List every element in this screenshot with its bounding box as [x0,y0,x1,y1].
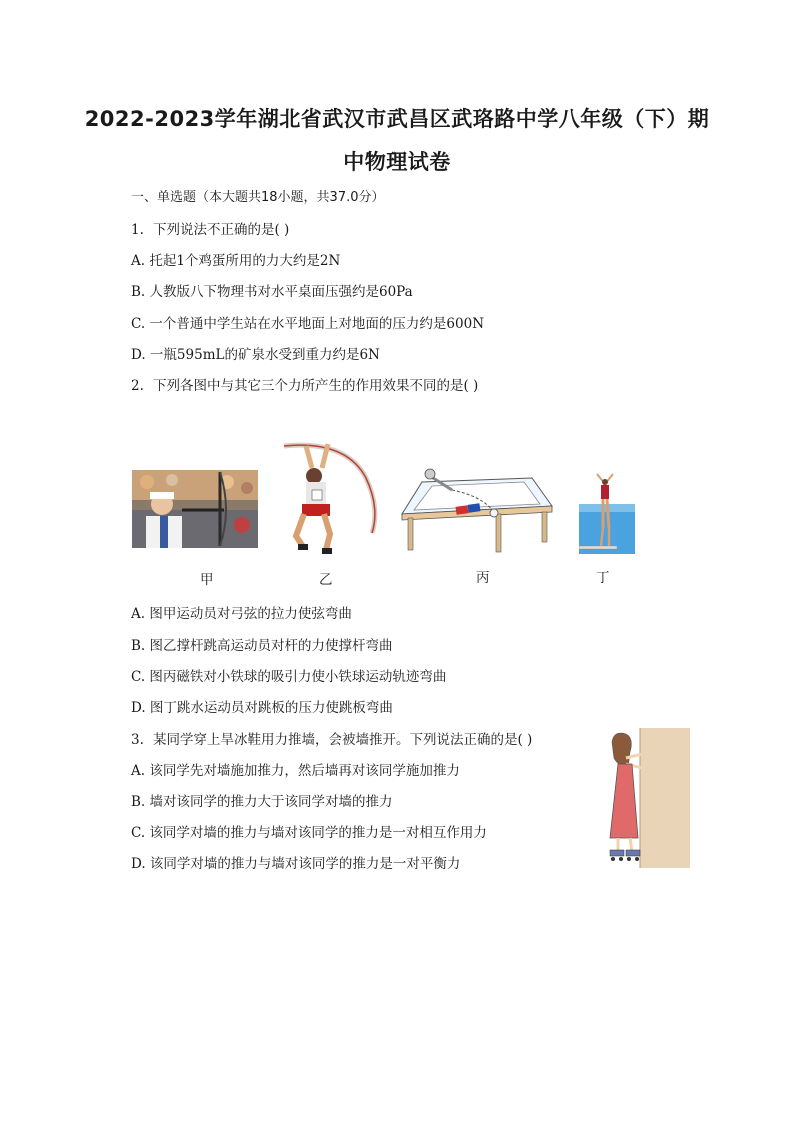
question-1 [131,218,289,238]
magnet-table-figure [392,462,554,554]
question-number: 2. [131,378,144,394]
skater-push-wall-figure [604,728,690,868]
q1-option-d[interactable]: D. 一瓶595mL的矿泉水受到重力约是6N [131,347,380,363]
question-2 [131,374,478,394]
figure-caption-yi: 乙 [319,572,333,588]
q2-option-a[interactable]: A. 图甲运动员对弓弦的拉力使弦弯曲 [131,606,352,622]
q3-option-d[interactable]: D. 该同学对墙的推力与墙对该同学的推力是一对平衡力 [131,856,461,872]
page-title-line2: 中物理试卷 [343,150,451,174]
q2-option-c[interactable]: C. 图丙磁铁对小铁球的吸引力使小铁球运动轨迹弯曲 [131,669,447,685]
figure-caption-bing: 丙 [476,570,490,586]
q3-option-a[interactable]: A. 该同学先对墙施加推力，然后墙再对该同学施加推力 [131,763,460,779]
q3-option-b[interactable]: B. 墙对该同学的推力大于该同学对墙的推力 [131,794,393,810]
diver-figure [579,470,635,556]
q2-option-d[interactable]: D. 图丁跳水运动员对跳板的压力使跳板弯曲 [131,700,393,716]
pole-vault-figure [276,438,380,558]
question-stem: 下列说法不正确的是( ) [153,222,290,238]
question-3 [131,728,532,748]
section-heading: 一、单选题（本大题共18小题，共37.0分） [131,190,385,205]
q3-option-c[interactable]: C. 该同学对墙的推力与墙对该同学的推力是一对相互作用力 [131,825,487,841]
q1-option-a[interactable]: A. 托起1个鸡蛋所用的力大约是2N [131,253,341,269]
question-stem: 下列各图中与其它三个力所产生的作用效果不同的是( ) [153,378,479,394]
question-number: 1. [131,222,144,238]
question-number: 3. [131,732,144,748]
page-title-line1: 2022-2023学年湖北省武汉市武昌区武珞路中学八年级（下）期 [84,107,710,131]
q2-option-b[interactable]: B. 图乙撑杆跳高运动员对杆的力使撑杆弯曲 [131,638,393,654]
q1-option-b[interactable]: B. 人教版八下物理书对水平桌面压强约是60Pa [131,284,413,300]
archer-photo [132,470,258,548]
figure-caption-ding: 丁 [596,570,610,586]
figure-caption-jia: 甲 [200,572,214,588]
q1-option-c[interactable]: C. 一个普通中学生站在水平地面上对地面的压力约是600N [131,316,485,332]
question-stem: 某同学穿上旱冰鞋用力推墙，会被墙推开。下列说法正确的是( ) [153,732,533,748]
